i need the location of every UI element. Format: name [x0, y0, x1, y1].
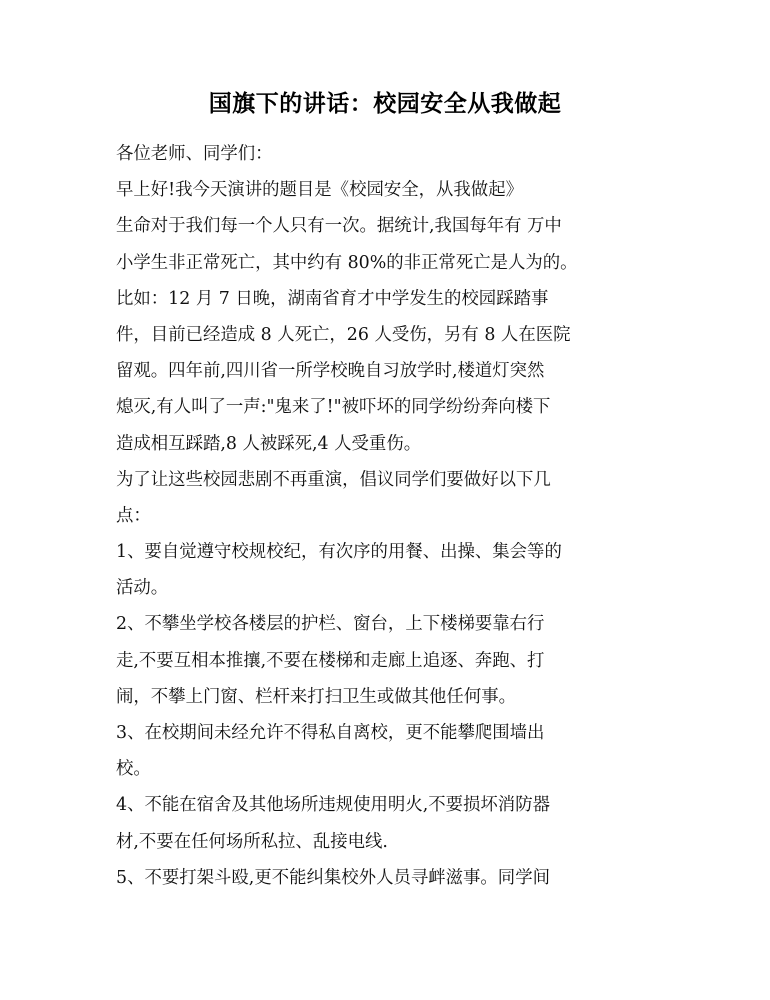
list-item-1-cont: 活动。 [116, 578, 169, 599]
text-line: 为了让这些校园悲剧不再重演，倡议同学们要做好以下几 [116, 469, 551, 490]
text-line: 件，目前已经造成 8 人死亡，26 人受伤，另有 8 人在医院 [116, 324, 571, 345]
list-item-2: 2、不攀坐学校各楼层的护栏、窗台，上下楼梯要靠右行 [116, 614, 545, 635]
text-line: 小学生非正常死亡，其中约有 80%的非正常死亡是人为的。 [116, 252, 578, 273]
text-line: 留观。四年前,四川省一所学校晚自习放学时,楼道灯突然 [116, 361, 545, 382]
text-line: 造成相互踩踏,8 人被踩死,4 人受重伤。 [116, 433, 422, 454]
page-title: 国旗下的讲话：校园安全从我做起 [208, 91, 562, 117]
text-line: 点： [116, 505, 151, 526]
document-body [116, 136, 666, 896]
list-item-5: 5、不要打架斗殴,更不能纠集校外人员寻衅滋事。同学间 [116, 867, 550, 888]
list-item-4-cont: 材,不要在任何场所私拉、乱接电线. [116, 831, 388, 852]
text-line: 熄灭,有人叫了一声:"鬼来了!"被吓坏的同学纷纷奔向楼下 [116, 397, 551, 418]
list-item-2-cont: 闹，不攀上门窗、栏杆来打扫卫生或做其他任何事。 [116, 686, 516, 707]
text-line: 比如：12 月 7 日晚，湖南省育才中学发生的校园踩踏事 [116, 288, 549, 309]
list-item-4: 4、不能在宿舍及其他场所违规使用明火,不要损坏消防器 [116, 795, 550, 816]
text-line-greeting: 早上好!我今天演讲的题目是《校园安全，从我做起》 [116, 180, 523, 201]
list-item-3-cont: 校。 [116, 759, 151, 780]
text-line-salutation: 各位老师、同学们： [116, 144, 273, 164]
text-line: 生命对于我们每一个人只有一次。据统计,我国每年有 万中 [116, 216, 562, 237]
list-item-1: 1、要自觉遵守校规校纪，有次序的用餐、出操、集会等的 [116, 542, 562, 563]
list-item-3: 3、在校期间未经允许不得私自离校，更不能攀爬围墙出 [116, 723, 545, 743]
list-item-2-cont: 走,不要互相本推攘,不要在楼梯和走廊上追逐、奔跑、打 [116, 650, 545, 671]
